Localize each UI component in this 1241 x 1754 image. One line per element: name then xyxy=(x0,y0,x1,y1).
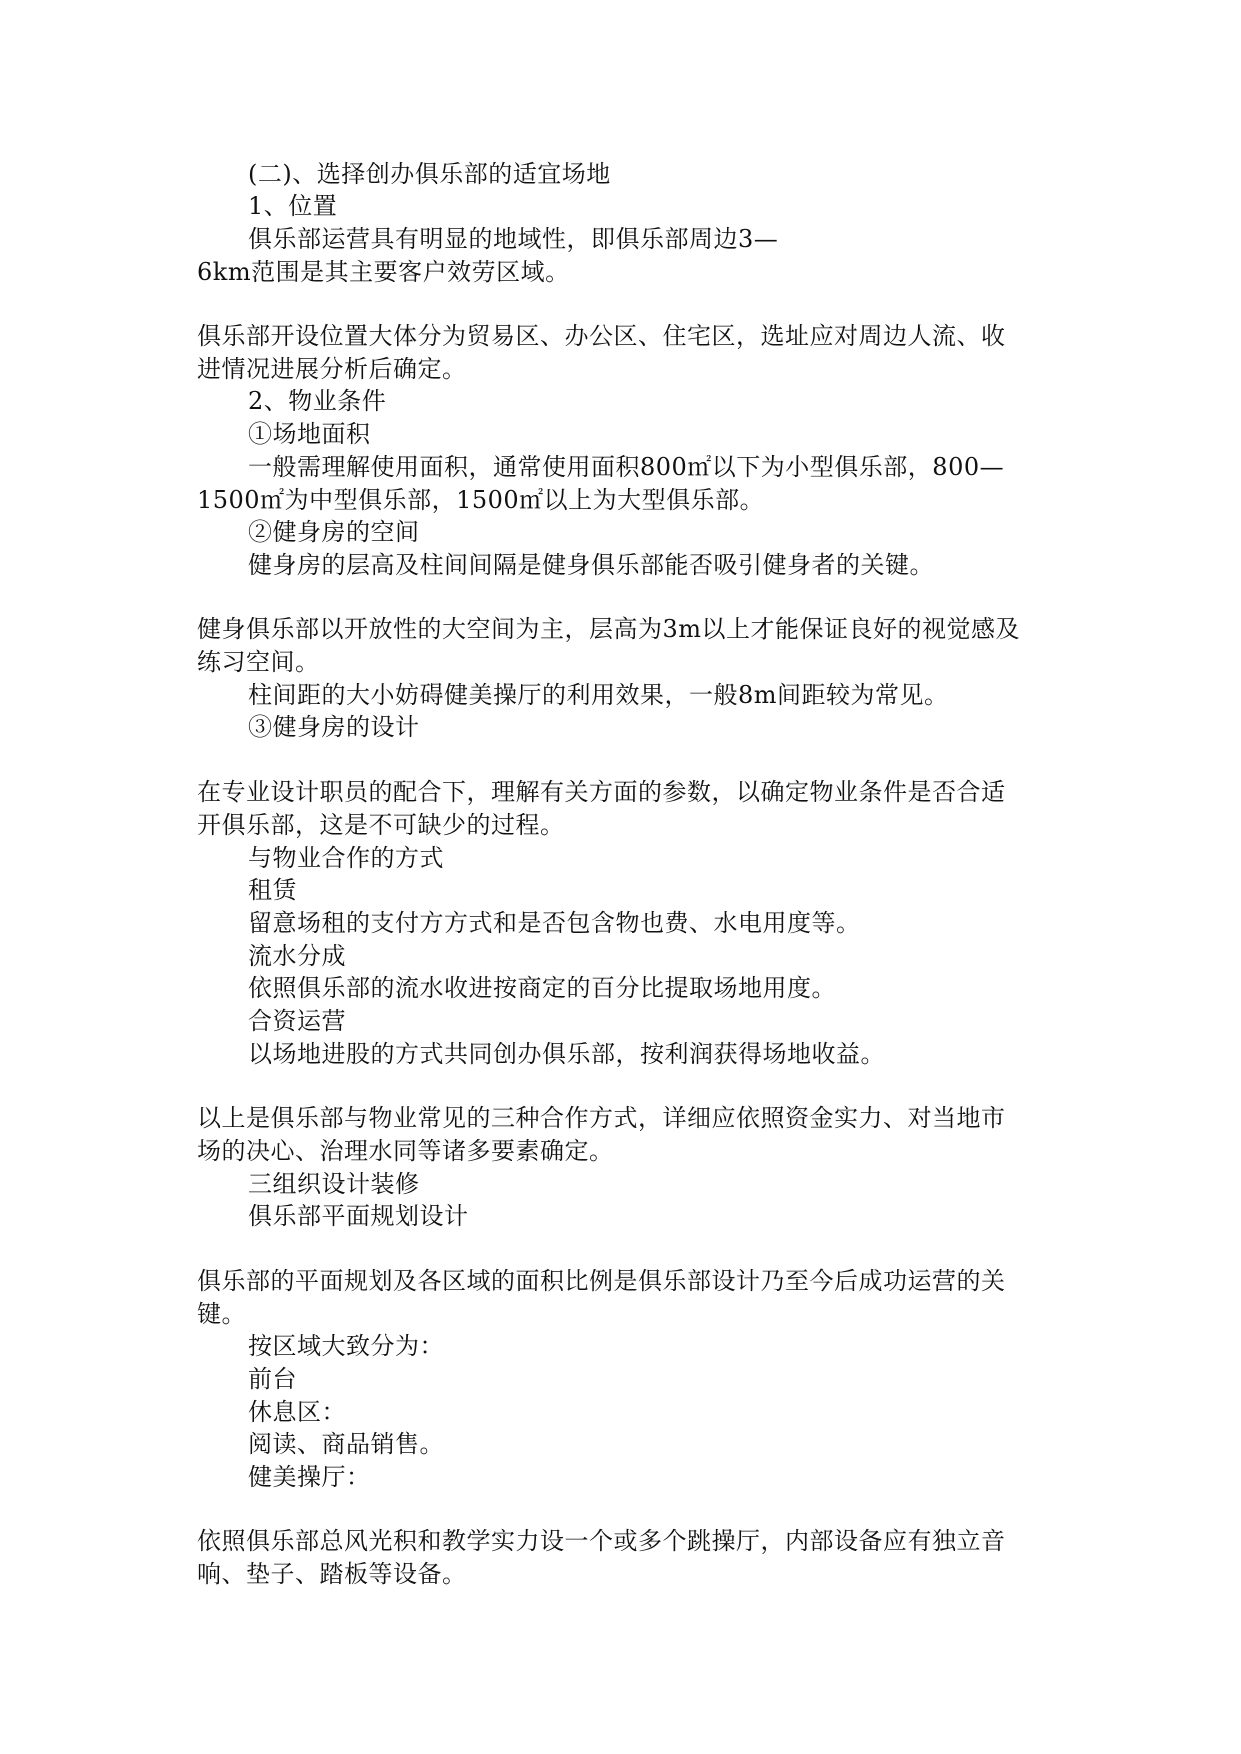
subheading: 租赁 xyxy=(248,876,297,904)
paragraph-line: 健身房的层高及柱间间隔是健身俱乐部能否吸引健身者的关键。 xyxy=(248,551,934,579)
list-item-heading: ③健身房的设计 xyxy=(248,713,420,741)
paragraph-line: 场的决心、治理水同等诸多要素确定。 xyxy=(197,1137,614,1165)
subheading: 合资运营 xyxy=(248,1007,346,1035)
paragraph-line: 键。 xyxy=(197,1300,246,1328)
list-item: 健美操厅： xyxy=(248,1463,371,1491)
subheading-location: 1、位置 xyxy=(248,192,338,220)
paragraph-line: 俱乐部开设位置大体分为贸易区、办公区、住宅区，选址应对周边人流、收 xyxy=(197,322,1006,350)
paragraph-line: 柱间距的大小妨碍健美操厅的利用效果，一般8m间距较为常见。 xyxy=(248,681,949,709)
subheading-property: 2、物业条件 xyxy=(248,387,387,415)
paragraph-line: 健身俱乐部以开放性的大空间为主，层高为3m以上才能保证良好的视觉感及 xyxy=(197,615,1021,643)
paragraph-line: 响、垫子、踏板等设备。 xyxy=(197,1560,467,1588)
list-item: 休息区： xyxy=(248,1398,346,1426)
paragraph-line: 练习空间。 xyxy=(197,648,320,676)
paragraph-line: 按区域大致分为： xyxy=(248,1332,444,1360)
subheading: 三组织设计装修 xyxy=(248,1170,420,1198)
paragraph-line: 开俱乐部，这是不可缺少的过程。 xyxy=(197,811,565,839)
section-heading: (二)、选择创办俱乐部的适宜场地 xyxy=(248,160,611,188)
paragraph-line: 留意场租的支付方方式和是否包含物也费、水电用度等。 xyxy=(248,909,861,937)
subheading: 流水分成 xyxy=(248,942,346,970)
paragraph-line: 俱乐部的平面规划及各区域的面积比例是俱乐部设计乃至今后成功运营的关 xyxy=(197,1267,1006,1295)
list-item: 前台 xyxy=(248,1365,297,1393)
paragraph-line: 6km范围是其主要客户效劳区域。 xyxy=(197,258,570,286)
paragraph-line: 以上是俱乐部与物业常见的三种合作方式，详细应依照资金实力、对当地市 xyxy=(197,1104,1006,1132)
paragraph-line: 一般需理解使用面积，通常使用面积800㎡以下为小型俱乐部，800— xyxy=(248,453,1005,481)
subheading: 与物业合作的方式 xyxy=(248,844,444,872)
paragraph-line: 俱乐部运营具有明显的地域性，即俱乐部周边3— xyxy=(248,225,779,253)
list-item-heading: ②健身房的空间 xyxy=(248,518,420,546)
paragraph-line: 依照俱乐部的流水收进按商定的百分比提取场地用度。 xyxy=(248,974,836,1002)
subheading: 俱乐部平面规划设计 xyxy=(248,1202,469,1230)
paragraph-line: 1500㎡为中型俱乐部，1500㎡以上为大型俱乐部。 xyxy=(197,486,765,514)
list-item-heading: ①场地面积 xyxy=(248,420,371,448)
paragraph-line: 依照俱乐部总风光积和教学实力设一个或多个跳操厅，内部设备应有独立音 xyxy=(197,1527,1006,1555)
paragraph-line: 进情况进展分析后确定。 xyxy=(197,355,467,383)
list-item: 阅读、商品销售。 xyxy=(248,1430,444,1458)
paragraph-line: 以场地进股的方式共同创办俱乐部，按利润获得场地收益。 xyxy=(248,1040,885,1068)
paragraph-line: 在专业设计职员的配合下，理解有关方面的参数，以确定物业条件是否合适 xyxy=(197,778,1006,806)
